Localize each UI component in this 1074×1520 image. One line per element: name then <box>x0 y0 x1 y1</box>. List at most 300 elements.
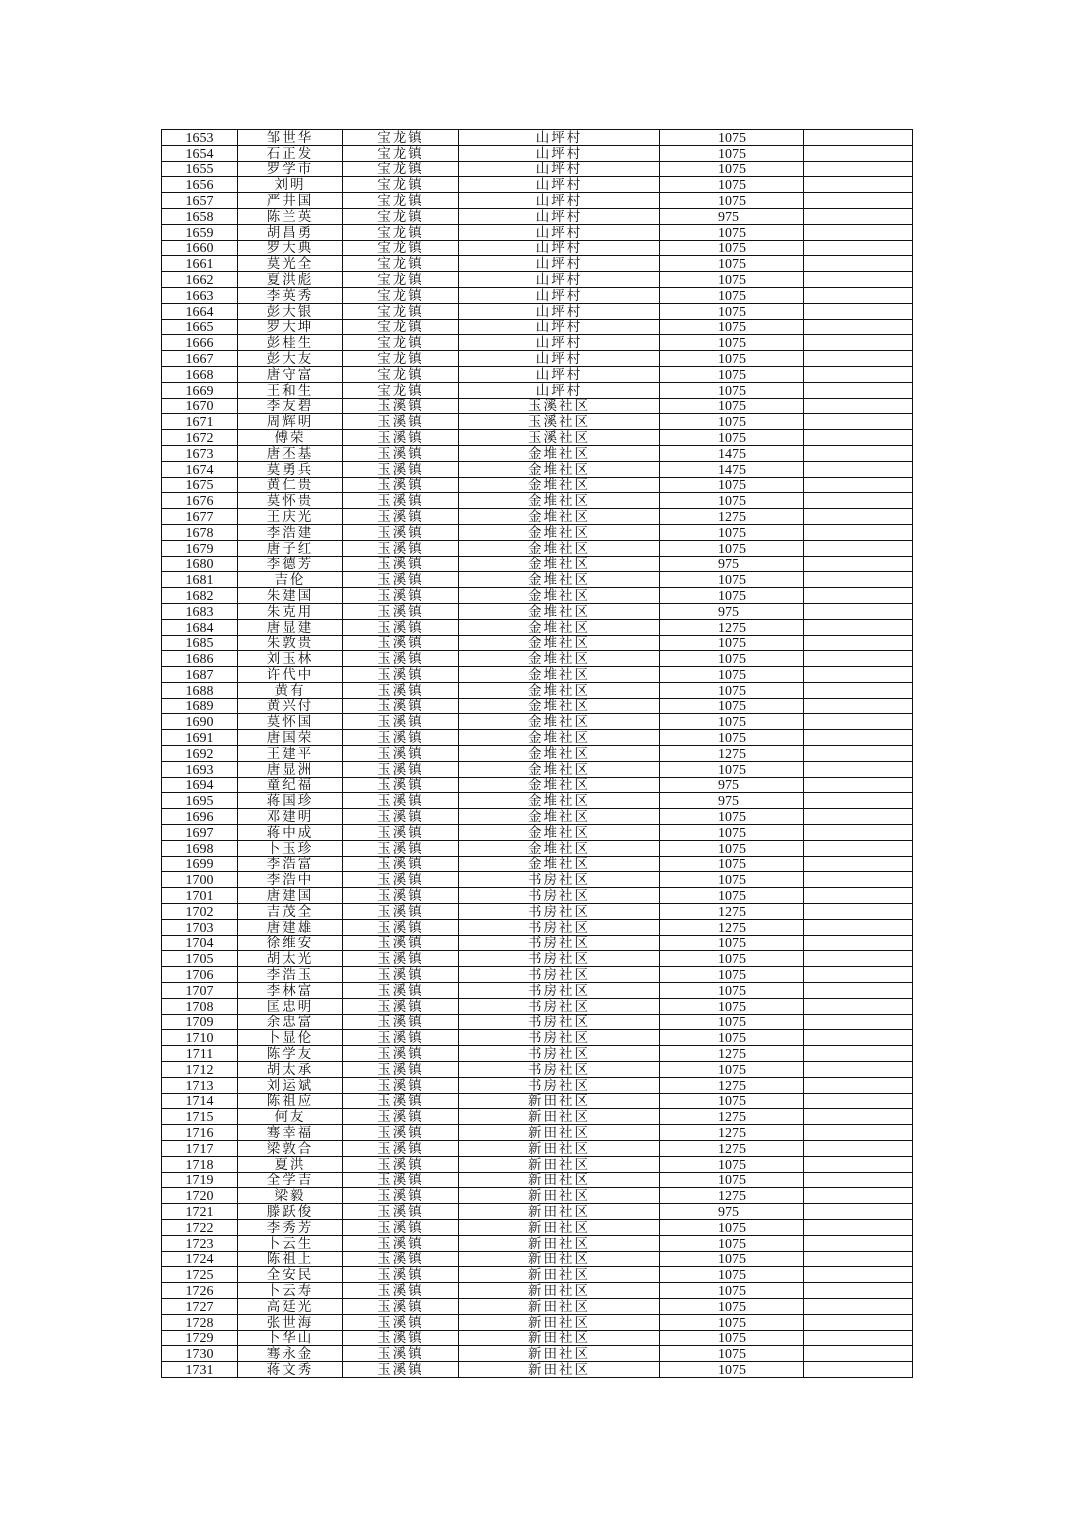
village-name-cell: 书房社区 <box>459 1030 660 1046</box>
village-name-cell: 新田社区 <box>459 1188 660 1204</box>
amount-cell: 1275 <box>660 1046 804 1062</box>
amount-cell: 1275 <box>660 619 804 635</box>
row-number-cell: 1653 <box>162 130 238 146</box>
amount-cell: 1075 <box>660 951 804 967</box>
town-name-cell: 玉溪镇 <box>343 509 459 525</box>
note-cell <box>804 746 913 762</box>
village-name-cell: 玉溪社区 <box>459 430 660 446</box>
row-number-cell: 1687 <box>162 667 238 683</box>
table-row <box>162 825 913 841</box>
town-name-cell: 玉溪镇 <box>343 1030 459 1046</box>
person-name-cell: 许代中 <box>238 667 343 683</box>
person-name-cell: 莫怀国 <box>238 714 343 730</box>
person-name-cell: 刘运斌 <box>238 1077 343 1093</box>
town-name-cell: 玉溪镇 <box>343 1188 459 1204</box>
amount-cell: 1075 <box>660 888 804 904</box>
person-name-cell: 蒋中成 <box>238 825 343 841</box>
person-name-cell: 彭大友 <box>238 351 343 367</box>
table-row <box>162 540 913 556</box>
table-row <box>162 130 913 146</box>
town-name-cell: 玉溪镇 <box>343 856 459 872</box>
village-name-cell: 金堆社区 <box>459 524 660 540</box>
village-name-cell: 书房社区 <box>459 951 660 967</box>
amount-cell: 1075 <box>660 524 804 540</box>
person-name-cell: 卜云生 <box>238 1235 343 1251</box>
person-name-cell: 滕跃俊 <box>238 1204 343 1220</box>
note-cell <box>804 998 913 1014</box>
note-cell <box>804 1330 913 1346</box>
note-cell <box>804 572 913 588</box>
note-cell <box>804 1093 913 1109</box>
village-name-cell: 新田社区 <box>459 1235 660 1251</box>
town-name-cell: 玉溪镇 <box>343 1093 459 1109</box>
row-number-cell: 1702 <box>162 904 238 920</box>
village-name-cell: 山坪村 <box>459 145 660 161</box>
amount-cell: 1075 <box>660 224 804 240</box>
town-name-cell: 玉溪镇 <box>343 682 459 698</box>
person-name-cell: 陈祖上 <box>238 1251 343 1267</box>
row-number-cell: 1728 <box>162 1314 238 1330</box>
note-cell <box>804 1125 913 1141</box>
amount-cell: 1075 <box>660 145 804 161</box>
town-name-cell: 玉溪镇 <box>343 746 459 762</box>
town-name-cell: 玉溪镇 <box>343 714 459 730</box>
town-name-cell: 玉溪镇 <box>343 983 459 999</box>
note-cell <box>804 1235 913 1251</box>
village-name-cell: 书房社区 <box>459 872 660 888</box>
town-name-cell: 宝龙镇 <box>343 240 459 256</box>
note-cell <box>804 667 913 683</box>
town-name-cell: 玉溪镇 <box>343 1251 459 1267</box>
person-name-cell: 黄有 <box>238 682 343 698</box>
table-row <box>162 1219 913 1235</box>
person-name-cell: 蒋国珍 <box>238 793 343 809</box>
amount-cell: 1075 <box>660 1235 804 1251</box>
note-cell <box>804 366 913 382</box>
person-name-cell: 全学吉 <box>238 1172 343 1188</box>
village-name-cell: 书房社区 <box>459 1046 660 1062</box>
village-name-cell: 书房社区 <box>459 904 660 920</box>
row-number-cell: 1709 <box>162 1014 238 1030</box>
row-number-cell: 1722 <box>162 1219 238 1235</box>
amount-cell: 975 <box>660 208 804 224</box>
row-number-cell: 1681 <box>162 572 238 588</box>
amount-cell: 1075 <box>660 319 804 335</box>
person-name-cell: 卜华山 <box>238 1330 343 1346</box>
amount-cell: 1075 <box>660 1172 804 1188</box>
amount-cell: 1075 <box>660 1219 804 1235</box>
note-cell <box>804 951 913 967</box>
note-cell <box>804 1346 913 1362</box>
person-name-cell: 张世海 <box>238 1314 343 1330</box>
note-cell <box>804 1030 913 1046</box>
village-name-cell: 玉溪社区 <box>459 398 660 414</box>
row-number-cell: 1690 <box>162 714 238 730</box>
note-cell <box>804 856 913 872</box>
row-number-cell: 1670 <box>162 398 238 414</box>
table-row <box>162 651 913 667</box>
village-name-cell: 新田社区 <box>459 1283 660 1299</box>
row-number-cell: 1655 <box>162 161 238 177</box>
person-name-cell: 罗学市 <box>238 161 343 177</box>
row-number-cell: 1696 <box>162 809 238 825</box>
person-name-cell: 邹世华 <box>238 130 343 146</box>
table-row <box>162 809 913 825</box>
village-name-cell: 山坪村 <box>459 382 660 398</box>
table-row <box>162 730 913 746</box>
row-number-cell: 1682 <box>162 588 238 604</box>
row-number-cell: 1698 <box>162 840 238 856</box>
village-name-cell: 金堆社区 <box>459 714 660 730</box>
person-name-cell: 唐守富 <box>238 366 343 382</box>
village-name-cell: 金堆社区 <box>459 493 660 509</box>
person-name-cell: 何友 <box>238 1109 343 1125</box>
village-name-cell: 金堆社区 <box>459 825 660 841</box>
note-cell <box>804 145 913 161</box>
row-number-cell: 1675 <box>162 477 238 493</box>
town-name-cell: 玉溪镇 <box>343 698 459 714</box>
note-cell <box>804 493 913 509</box>
village-name-cell: 山坪村 <box>459 161 660 177</box>
note-cell <box>804 161 913 177</box>
town-name-cell: 玉溪镇 <box>343 1046 459 1062</box>
table-row <box>162 272 913 288</box>
row-number-cell: 1720 <box>162 1188 238 1204</box>
town-name-cell: 玉溪镇 <box>343 588 459 604</box>
person-name-cell: 王建平 <box>238 746 343 762</box>
table-row <box>162 240 913 256</box>
village-name-cell: 新田社区 <box>459 1172 660 1188</box>
town-name-cell: 玉溪镇 <box>343 1141 459 1157</box>
row-number-cell: 1726 <box>162 1283 238 1299</box>
town-name-cell: 宝龙镇 <box>343 130 459 146</box>
note-cell <box>804 193 913 209</box>
note-cell <box>804 382 913 398</box>
town-name-cell: 宝龙镇 <box>343 224 459 240</box>
note-cell <box>804 793 913 809</box>
amount-cell: 975 <box>660 1204 804 1220</box>
town-name-cell: 宝龙镇 <box>343 256 459 272</box>
person-name-cell: 夏洪彪 <box>238 272 343 288</box>
town-name-cell: 玉溪镇 <box>343 430 459 446</box>
table-row <box>162 682 913 698</box>
amount-cell: 1075 <box>660 761 804 777</box>
village-name-cell: 书房社区 <box>459 1014 660 1030</box>
town-name-cell: 宝龙镇 <box>343 319 459 335</box>
town-name-cell: 玉溪镇 <box>343 667 459 683</box>
person-name-cell: 罗大典 <box>238 240 343 256</box>
town-name-cell: 宝龙镇 <box>343 351 459 367</box>
person-name-cell: 李友碧 <box>238 398 343 414</box>
amount-cell: 1275 <box>660 919 804 935</box>
note-cell <box>804 904 913 920</box>
village-name-cell: 山坪村 <box>459 240 660 256</box>
table-row <box>162 351 913 367</box>
table-row <box>162 1362 913 1378</box>
village-name-cell: 新田社区 <box>459 1219 660 1235</box>
person-name-cell: 匡忠明 <box>238 998 343 1014</box>
row-number-cell: 1688 <box>162 682 238 698</box>
village-name-cell: 书房社区 <box>459 888 660 904</box>
village-name-cell: 金堆社区 <box>459 809 660 825</box>
town-name-cell: 玉溪镇 <box>343 1156 459 1172</box>
person-name-cell: 莫怀贵 <box>238 493 343 509</box>
note-cell <box>804 1062 913 1078</box>
row-number-cell: 1678 <box>162 524 238 540</box>
row-number-cell: 1676 <box>162 493 238 509</box>
table-row <box>162 145 913 161</box>
village-name-cell: 新田社区 <box>459 1267 660 1283</box>
village-name-cell: 金堆社区 <box>459 572 660 588</box>
row-number-cell: 1664 <box>162 303 238 319</box>
village-name-cell: 山坪村 <box>459 256 660 272</box>
table-row <box>162 1188 913 1204</box>
row-number-cell: 1719 <box>162 1172 238 1188</box>
row-number-cell: 1680 <box>162 556 238 572</box>
note-cell <box>804 825 913 841</box>
table-row <box>162 1204 913 1220</box>
person-name-cell: 胡太光 <box>238 951 343 967</box>
village-name-cell: 书房社区 <box>459 1077 660 1093</box>
row-number-cell: 1656 <box>162 177 238 193</box>
person-name-cell: 骞永金 <box>238 1346 343 1362</box>
person-name-cell: 唐国荣 <box>238 730 343 746</box>
town-name-cell: 玉溪镇 <box>343 1298 459 1314</box>
amount-cell: 1075 <box>660 682 804 698</box>
amount-cell: 1075 <box>660 1014 804 1030</box>
note-cell <box>804 1298 913 1314</box>
village-name-cell: 金堆社区 <box>459 619 660 635</box>
person-name-cell: 李林富 <box>238 983 343 999</box>
amount-cell: 1075 <box>660 698 804 714</box>
table-row <box>162 856 913 872</box>
village-name-cell: 金堆社区 <box>459 603 660 619</box>
note-cell <box>804 1172 913 1188</box>
note-cell <box>804 651 913 667</box>
note-cell <box>804 524 913 540</box>
row-number-cell: 1686 <box>162 651 238 667</box>
person-name-cell: 朱克用 <box>238 603 343 619</box>
row-number-cell: 1669 <box>162 382 238 398</box>
table-row <box>162 1330 913 1346</box>
row-number-cell: 1699 <box>162 856 238 872</box>
amount-cell: 1075 <box>660 366 804 382</box>
village-name-cell: 书房社区 <box>459 935 660 951</box>
village-name-cell: 山坪村 <box>459 335 660 351</box>
village-name-cell: 新田社区 <box>459 1109 660 1125</box>
amount-cell: 1075 <box>660 588 804 604</box>
amount-cell: 1275 <box>660 1125 804 1141</box>
row-number-cell: 1730 <box>162 1346 238 1362</box>
village-name-cell: 金堆社区 <box>459 746 660 762</box>
village-name-cell: 新田社区 <box>459 1298 660 1314</box>
note-cell <box>804 935 913 951</box>
amount-cell: 1075 <box>660 272 804 288</box>
town-name-cell: 玉溪镇 <box>343 1172 459 1188</box>
table-row <box>162 1172 913 1188</box>
amount-cell: 975 <box>660 793 804 809</box>
person-name-cell: 朱敦贵 <box>238 635 343 651</box>
person-name-cell: 王庆光 <box>238 509 343 525</box>
village-name-cell: 山坪村 <box>459 130 660 146</box>
town-name-cell: 玉溪镇 <box>343 1077 459 1093</box>
table-row <box>162 208 913 224</box>
amount-cell: 1075 <box>660 967 804 983</box>
town-name-cell: 玉溪镇 <box>343 603 459 619</box>
person-name-cell: 彭大银 <box>238 303 343 319</box>
person-name-cell: 周辉明 <box>238 414 343 430</box>
town-name-cell: 玉溪镇 <box>343 572 459 588</box>
table-row <box>162 477 913 493</box>
village-name-cell: 新田社区 <box>459 1093 660 1109</box>
village-name-cell: 山坪村 <box>459 193 660 209</box>
person-name-cell: 梁敦合 <box>238 1141 343 1157</box>
town-name-cell: 玉溪镇 <box>343 888 459 904</box>
table-row <box>162 319 913 335</box>
table-row <box>162 1062 913 1078</box>
amount-cell: 1075 <box>660 351 804 367</box>
person-name-cell: 唐显建 <box>238 619 343 635</box>
town-name-cell: 玉溪镇 <box>343 809 459 825</box>
village-name-cell: 山坪村 <box>459 366 660 382</box>
note-cell <box>804 714 913 730</box>
row-number-cell: 1715 <box>162 1109 238 1125</box>
row-number-cell: 1711 <box>162 1046 238 1062</box>
person-name-cell: 莫光全 <box>238 256 343 272</box>
town-name-cell: 宝龙镇 <box>343 287 459 303</box>
town-name-cell: 玉溪镇 <box>343 493 459 509</box>
village-name-cell: 书房社区 <box>459 919 660 935</box>
person-name-cell: 唐建国 <box>238 888 343 904</box>
table-row <box>162 1267 913 1283</box>
amount-cell: 1075 <box>660 193 804 209</box>
person-name-cell: 李英秀 <box>238 287 343 303</box>
note-cell <box>804 477 913 493</box>
table-row <box>162 951 913 967</box>
row-number-cell: 1701 <box>162 888 238 904</box>
person-name-cell: 李浩玉 <box>238 967 343 983</box>
note-cell <box>804 414 913 430</box>
town-name-cell: 玉溪镇 <box>343 1204 459 1220</box>
amount-cell: 1075 <box>660 303 804 319</box>
table-row <box>162 1046 913 1062</box>
person-name-cell: 傅荣 <box>238 430 343 446</box>
row-number-cell: 1668 <box>162 366 238 382</box>
note-cell <box>804 840 913 856</box>
table-row <box>162 872 913 888</box>
table-row <box>162 698 913 714</box>
row-number-cell: 1684 <box>162 619 238 635</box>
amount-cell: 1075 <box>660 872 804 888</box>
table-row <box>162 983 913 999</box>
amount-cell: 1075 <box>660 1093 804 1109</box>
town-name-cell: 宝龙镇 <box>343 272 459 288</box>
person-name-cell: 李浩中 <box>238 872 343 888</box>
table-row <box>162 414 913 430</box>
row-number-cell: 1703 <box>162 919 238 935</box>
table-row <box>162 509 913 525</box>
note-cell <box>804 319 913 335</box>
village-name-cell: 金堆社区 <box>459 667 660 683</box>
amount-cell: 1075 <box>660 1362 804 1378</box>
table-row <box>162 667 913 683</box>
village-name-cell: 新田社区 <box>459 1251 660 1267</box>
table-row <box>162 761 913 777</box>
person-name-cell: 吉茂全 <box>238 904 343 920</box>
person-name-cell: 朱建国 <box>238 588 343 604</box>
town-name-cell: 玉溪镇 <box>343 461 459 477</box>
village-name-cell: 金堆社区 <box>459 556 660 572</box>
village-name-cell: 山坪村 <box>459 351 660 367</box>
town-name-cell: 玉溪镇 <box>343 777 459 793</box>
person-name-cell: 陈兰英 <box>238 208 343 224</box>
note-cell <box>804 619 913 635</box>
note-cell <box>804 430 913 446</box>
person-name-cell: 唐丕基 <box>238 445 343 461</box>
person-name-cell: 王和生 <box>238 382 343 398</box>
amount-cell: 1075 <box>660 1156 804 1172</box>
amount-cell: 1075 <box>660 1283 804 1299</box>
row-number-cell: 1671 <box>162 414 238 430</box>
table-row <box>162 224 913 240</box>
person-name-cell: 胡昌勇 <box>238 224 343 240</box>
village-name-cell: 金堆社区 <box>459 730 660 746</box>
village-name-cell: 金堆社区 <box>459 588 660 604</box>
table-row <box>162 635 913 651</box>
table-row <box>162 366 913 382</box>
amount-cell: 1075 <box>660 572 804 588</box>
person-name-cell: 李德芳 <box>238 556 343 572</box>
table-row <box>162 777 913 793</box>
row-number-cell: 1672 <box>162 430 238 446</box>
town-name-cell: 玉溪镇 <box>343 935 459 951</box>
table-row <box>162 398 913 414</box>
town-name-cell: 玉溪镇 <box>343 1330 459 1346</box>
roster-body <box>162 130 913 1378</box>
row-number-cell: 1658 <box>162 208 238 224</box>
village-name-cell: 金堆社区 <box>459 477 660 493</box>
town-name-cell: 玉溪镇 <box>343 904 459 920</box>
person-name-cell: 邓建明 <box>238 809 343 825</box>
town-name-cell: 玉溪镇 <box>343 951 459 967</box>
amount-cell: 975 <box>660 777 804 793</box>
note-cell <box>804 1014 913 1030</box>
amount-cell: 1075 <box>660 714 804 730</box>
person-name-cell: 严井国 <box>238 193 343 209</box>
amount-cell: 1075 <box>660 1314 804 1330</box>
amount-cell: 1075 <box>660 130 804 146</box>
amount-cell: 1075 <box>660 1298 804 1314</box>
row-number-cell: 1724 <box>162 1251 238 1267</box>
person-name-cell: 李浩富 <box>238 856 343 872</box>
row-number-cell: 1731 <box>162 1362 238 1378</box>
village-name-cell: 金堆社区 <box>459 793 660 809</box>
row-number-cell: 1689 <box>162 698 238 714</box>
row-number-cell: 1714 <box>162 1093 238 1109</box>
amount-cell: 1075 <box>660 935 804 951</box>
person-name-cell: 罗大坤 <box>238 319 343 335</box>
table-row <box>162 588 913 604</box>
town-name-cell: 玉溪镇 <box>343 730 459 746</box>
table-row <box>162 161 913 177</box>
town-name-cell: 玉溪镇 <box>343 1125 459 1141</box>
amount-cell: 1075 <box>660 335 804 351</box>
note-cell <box>804 224 913 240</box>
amount-cell: 1075 <box>660 382 804 398</box>
table-row <box>162 1298 913 1314</box>
note-cell <box>804 1077 913 1093</box>
town-name-cell: 玉溪镇 <box>343 1346 459 1362</box>
